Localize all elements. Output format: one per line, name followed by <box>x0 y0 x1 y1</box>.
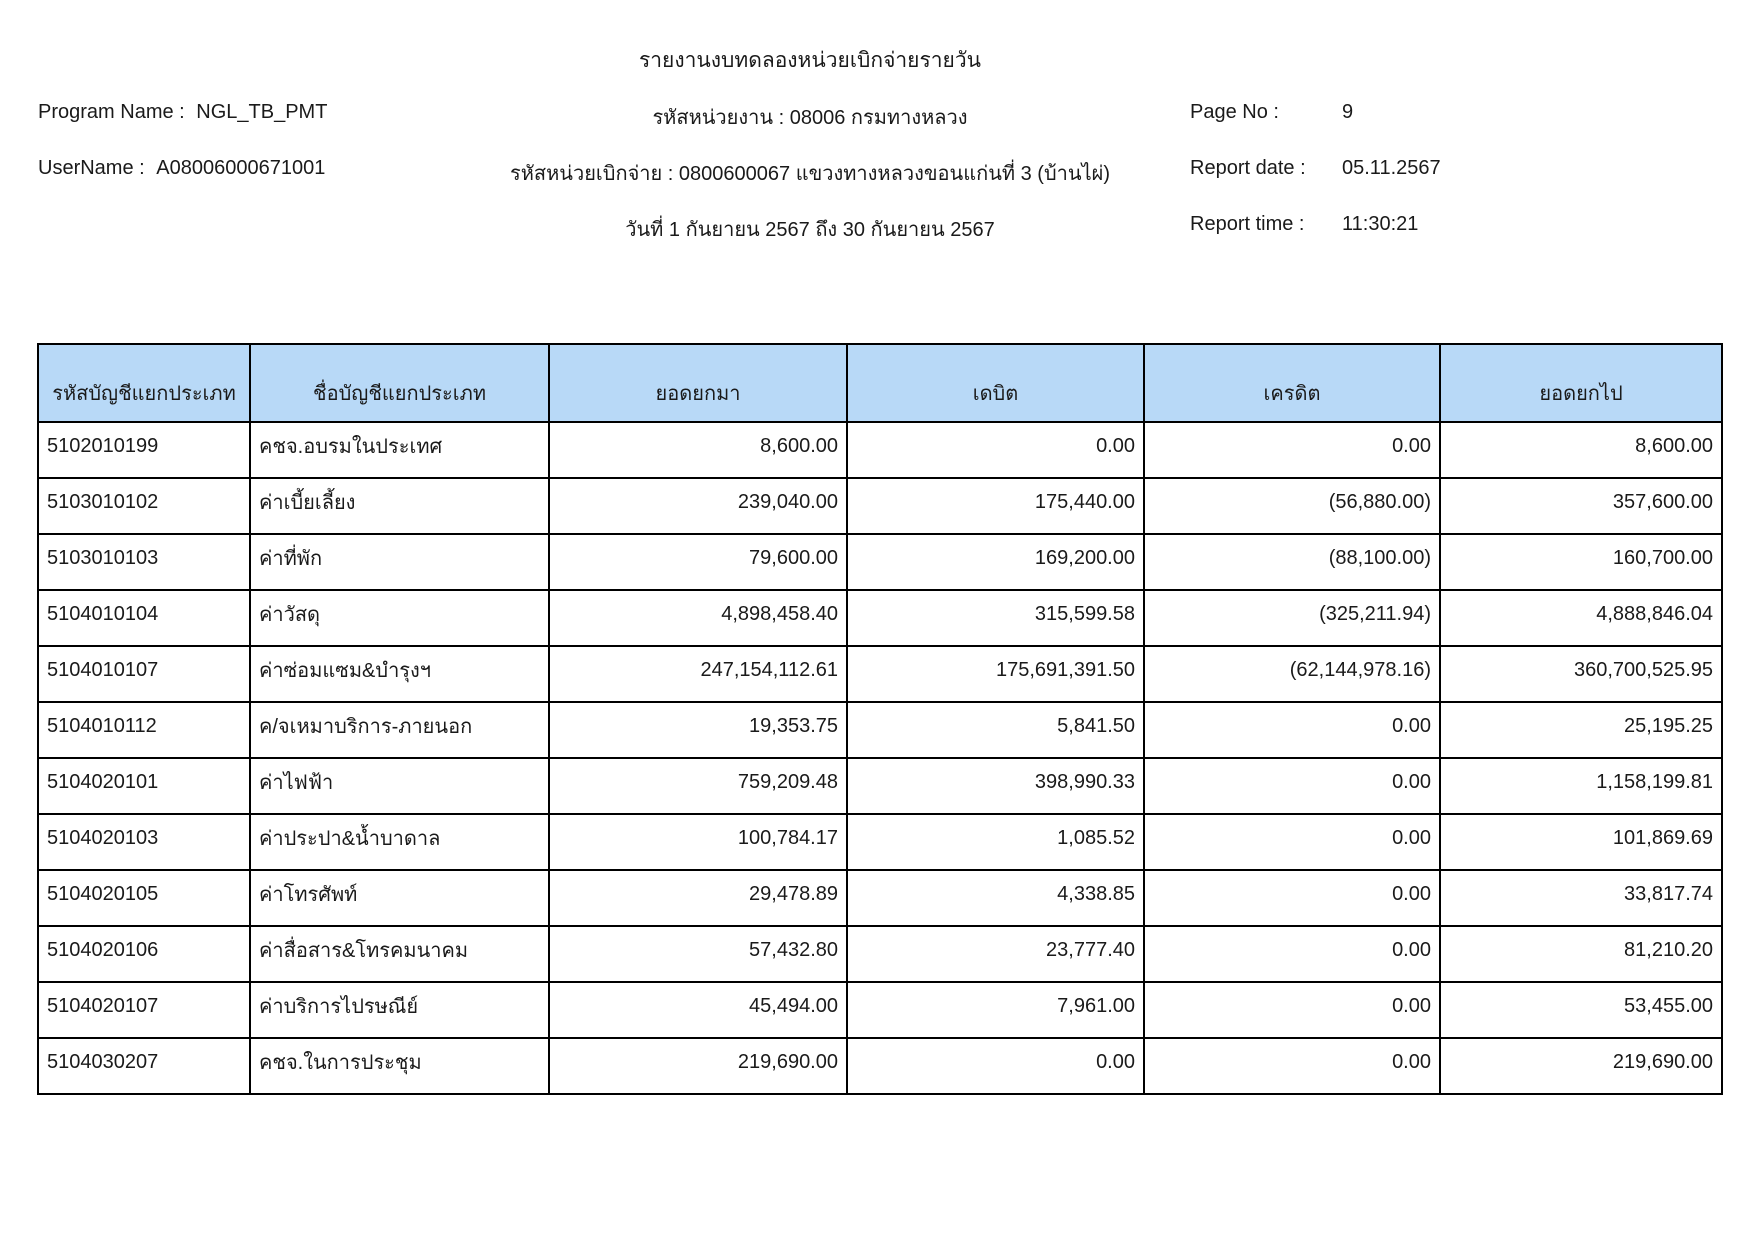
col-header-account-name: ชื่อบัญชีแยกประเภท <box>250 344 549 422</box>
col-header-opening-balance: ยอดยกมา <box>549 344 847 422</box>
account-code-cell: 5104030207 <box>38 1038 250 1094</box>
account-name-cell: คชจ.อบรมในประเทศ <box>250 422 549 478</box>
account-code-cell: 5104020103 <box>38 814 250 870</box>
table-header-row <box>38 344 1722 422</box>
account-name-cell: ค่าสื่อสาร&โทรคมนาคม <box>250 926 549 982</box>
closing-balance-cell: 53,455.00 <box>1440 982 1722 1038</box>
account-code-cell: 5103010103 <box>38 534 250 590</box>
opening-balance-cell: 8,600.00 <box>549 422 847 478</box>
credit-cell: 0.00 <box>1144 758 1440 814</box>
closing-balance-cell: 81,210.20 <box>1440 926 1722 982</box>
opening-balance-cell: 239,040.00 <box>549 478 847 534</box>
username-label: UserName : <box>38 157 145 179</box>
credit-cell: (88,100.00) <box>1144 534 1440 590</box>
credit-cell: 0.00 <box>1144 702 1440 758</box>
program-name-value: NGL_TB_PMT <box>196 101 328 123</box>
report-date-label: Report date : <box>1190 157 1306 179</box>
report-date-value: 05.11.2567 <box>1342 157 1441 179</box>
credit-cell: 0.00 <box>1144 814 1440 870</box>
table-row <box>38 422 1722 478</box>
account-name-cell: ค่าซ่อมแซม&บำรุงฯ <box>250 646 549 702</box>
account-code-cell: 5102010199 <box>38 422 250 478</box>
debit-cell: 169,200.00 <box>847 534 1144 590</box>
opening-balance-cell: 57,432.80 <box>549 926 847 982</box>
trial-balance-table <box>37 343 1723 1095</box>
credit-cell: 0.00 <box>1144 1038 1440 1094</box>
table-row <box>38 758 1722 814</box>
col-header-debit: เดบิต <box>847 344 1144 422</box>
credit-cell: 0.00 <box>1144 870 1440 926</box>
page-no-value: 9 <box>1342 101 1354 123</box>
account-name-cell: ค่าเบี้ยเลี้ยง <box>250 478 549 534</box>
account-code-cell: 5104010107 <box>38 646 250 702</box>
table-row <box>38 926 1722 982</box>
opening-balance-cell: 100,784.17 <box>549 814 847 870</box>
opening-balance-cell: 247,154,112.61 <box>549 646 847 702</box>
credit-cell: (56,880.00) <box>1144 478 1440 534</box>
table-body <box>38 422 1722 1094</box>
opening-balance-cell: 19,353.75 <box>549 702 847 758</box>
report-time-label: Report time : <box>1190 213 1305 235</box>
closing-balance-cell: 219,690.00 <box>1440 1038 1722 1094</box>
debit-cell: 0.00 <box>847 422 1144 478</box>
debit-cell: 1,085.52 <box>847 814 1144 870</box>
closing-balance-cell: 160,700.00 <box>1440 534 1722 590</box>
closing-balance-cell: 101,869.69 <box>1440 814 1722 870</box>
account-name-cell: ค่าที่พัก <box>250 534 549 590</box>
account-name-cell: คชจ.ในการประชุม <box>250 1038 549 1094</box>
opening-balance-cell: 219,690.00 <box>549 1038 847 1094</box>
table-row <box>38 590 1722 646</box>
account-code-cell: 5104020106 <box>38 926 250 982</box>
col-header-closing-balance: ยอดยกไป <box>1440 344 1722 422</box>
disbursement-unit-line: รหัสหน่วยเบิกจ่าย : 0800600067 แขวงทางหลวงขอนแก่นที่ 3 (บ้านไผ่) <box>509 163 1111 185</box>
closing-balance-cell: 33,817.74 <box>1440 870 1722 926</box>
table-row <box>38 702 1722 758</box>
opening-balance-cell: 29,478.89 <box>549 870 847 926</box>
closing-balance-cell: 8,600.00 <box>1440 422 1722 478</box>
credit-cell: (62,144,978.16) <box>1144 646 1440 702</box>
username-value: A08006000671001 <box>156 157 326 179</box>
opening-balance-cell: 4,898,458.40 <box>549 590 847 646</box>
opening-balance-cell: 79,600.00 <box>549 534 847 590</box>
credit-cell: 0.00 <box>1144 926 1440 982</box>
report-period-line: วันที่ 1 กันยายน 2567 ถึง 30 กันยายน 2567 <box>625 219 995 241</box>
closing-balance-cell: 25,195.25 <box>1440 702 1722 758</box>
account-code-cell: 5104010112 <box>38 702 250 758</box>
table-row <box>38 982 1722 1038</box>
col-header-credit: เครดิต <box>1144 344 1440 422</box>
page-no-label: Page No : <box>1190 101 1279 123</box>
report-title: รายงานงบทดลองหน่วยเบิกจ่ายรายวัน <box>638 49 982 72</box>
credit-cell: 0.00 <box>1144 982 1440 1038</box>
debit-cell: 175,440.00 <box>847 478 1144 534</box>
account-name-cell: ค่าวัสดุ <box>250 590 549 646</box>
account-name-cell: ค/จเหมาบริการ-ภายนอก <box>250 702 549 758</box>
debit-cell: 175,691,391.50 <box>847 646 1144 702</box>
table-row <box>38 478 1722 534</box>
table-row <box>38 814 1722 870</box>
account-code-cell: 5104020107 <box>38 982 250 1038</box>
account-code-cell: 5104020101 <box>38 758 250 814</box>
closing-balance-cell: 357,600.00 <box>1440 478 1722 534</box>
account-code-cell: 5104010104 <box>38 590 250 646</box>
credit-cell: (325,211.94) <box>1144 590 1440 646</box>
account-name-cell: ค่าไฟฟ้า <box>250 758 549 814</box>
debit-cell: 315,599.58 <box>847 590 1144 646</box>
account-code-cell: 5103010102 <box>38 478 250 534</box>
table-row <box>38 870 1722 926</box>
debit-cell: 0.00 <box>847 1038 1144 1094</box>
account-code-cell: 5104020105 <box>38 870 250 926</box>
agency-code-line: รหัสหน่วยงาน : 08006 กรมทางหลวง <box>652 107 968 129</box>
col-header-account-code: รหัสบัญชีแยกประเภท <box>38 344 250 422</box>
closing-balance-cell: 1,158,199.81 <box>1440 758 1722 814</box>
closing-balance-cell: 4,888,846.04 <box>1440 590 1722 646</box>
report-time-value: 11:30:21 <box>1342 213 1419 235</box>
account-name-cell: ค่าโทรศัพท์ <box>250 870 549 926</box>
table-row <box>38 534 1722 590</box>
debit-cell: 4,338.85 <box>847 870 1144 926</box>
credit-cell: 0.00 <box>1144 422 1440 478</box>
table-row <box>38 1038 1722 1094</box>
account-name-cell: ค่าประปา&น้ำบาดาล <box>250 814 549 870</box>
closing-balance-cell: 360,700,525.95 <box>1440 646 1722 702</box>
debit-cell: 398,990.33 <box>847 758 1144 814</box>
debit-cell: 5,841.50 <box>847 702 1144 758</box>
opening-balance-cell: 45,494.00 <box>549 982 847 1038</box>
debit-cell: 23,777.40 <box>847 926 1144 982</box>
debit-cell: 7,961.00 <box>847 982 1144 1038</box>
opening-balance-cell: 759,209.48 <box>549 758 847 814</box>
program-name-label: Program Name : <box>38 101 185 123</box>
table-row <box>38 646 1722 702</box>
account-name-cell: ค่าบริการไปรษณีย์ <box>250 982 549 1038</box>
